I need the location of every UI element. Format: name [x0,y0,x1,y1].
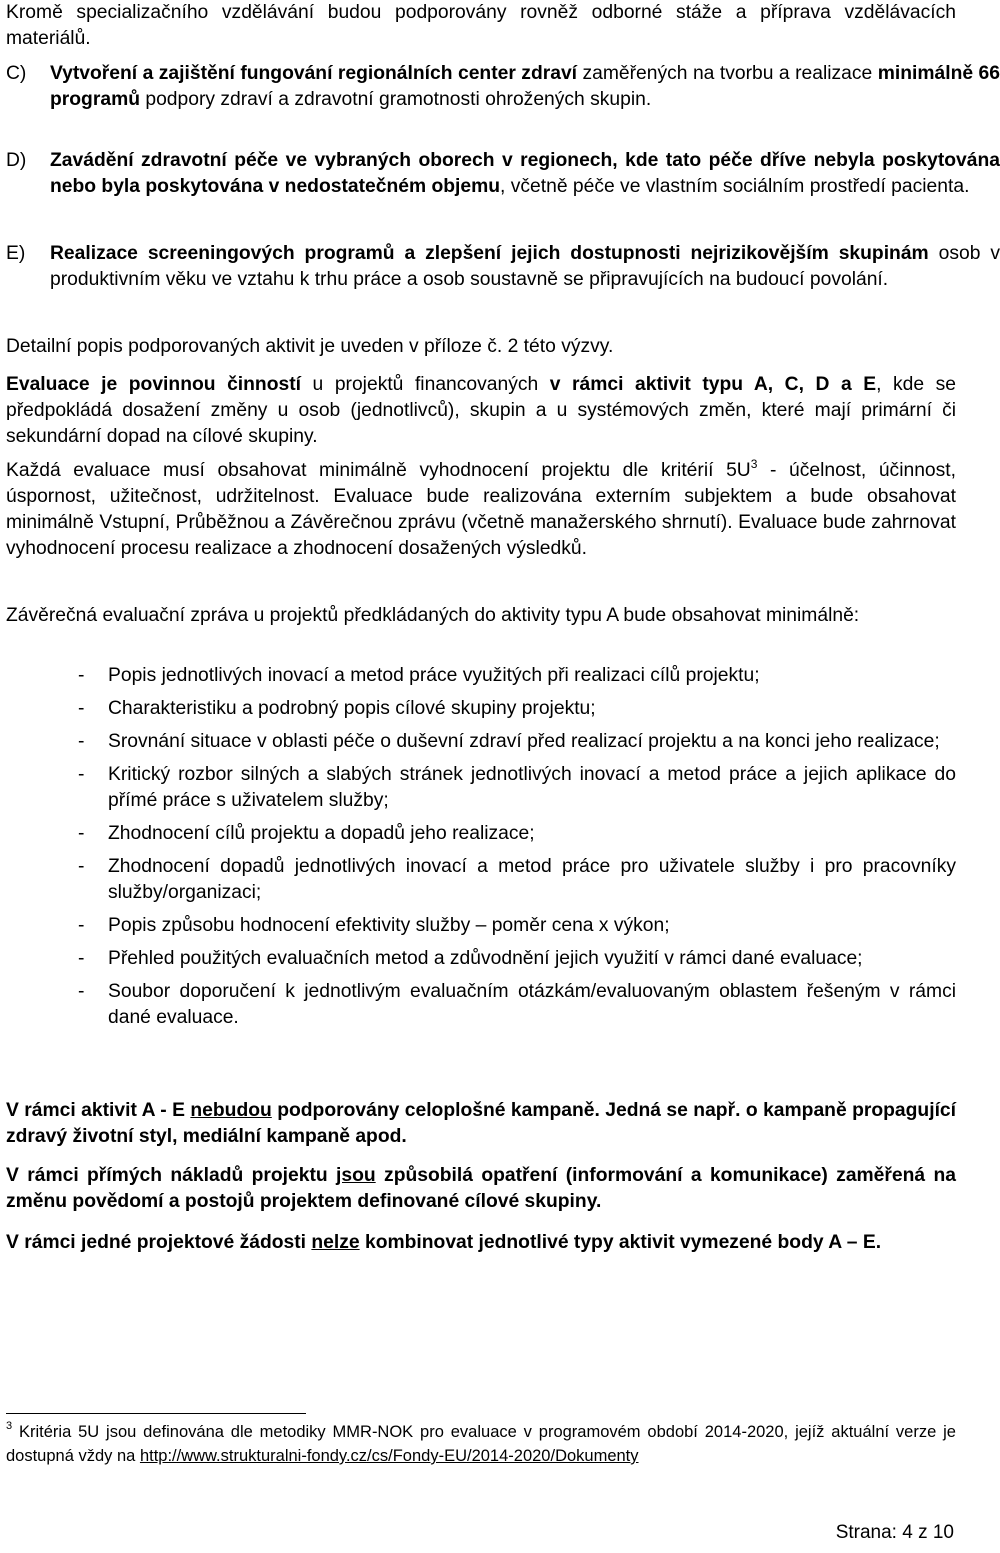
campaigns-text2: podporovány celoplošné kampaně. Jedná se např. o kampaně propagující zdravý životní styl, mediální kampaně apod. [6,1100,957,1147]
list-dash: - [78,823,85,844]
report-list-item [6,913,956,939]
report-list-item [6,946,956,972]
single-app-text1: V rámci jedné projektové žádosti [6,1232,312,1253]
item-d-bold: Zavádění zdravotní péče ve vybraných oborech v regionech, kde tato péče dříve nebyla poskytována nebo byla poskytována v nedostatečném objemu [50,150,1000,197]
footnote-divider [6,1413,306,1414]
footnote-text: Kritéria 5U jsou definována dle metodiky MMR-NOK pro evaluace v programovém období 2014-2020, jejíž aktuální verze je dostupná vždy na [6,1423,956,1465]
list-dash: - [78,915,85,936]
item-c-text2: podpory zdraví a zdravotní gramotnosti ohrožených skupin. [140,89,652,110]
final-report-text: Závěrečná evaluační zpráva u projektů předkládaných do aktivity typu A bude obsahovat minimálně: [6,605,860,626]
intro-paragraph [6,0,956,52]
report-list-item [6,762,956,814]
page-number: Strana: 4 z 10 [835,1522,954,1543]
evaluation-text2: , kde se předpokládá dosažení změny u osob (jednotlivců), skupin a u systémových změn, které mají primární či sekundární dopad na cílové skupiny. [6,374,957,447]
direct-costs-text1: V rámci přímých nákladů projektu [6,1165,337,1186]
each-evaluation-paragraph [6,458,956,562]
campaigns-text1: V rámci aktivit A - E [6,1100,191,1121]
each-eval-text2: - účelnost, účinnost, úspornost, užitečnost, udržitelnost. Evaluace bude realizována externím subjektem a bude obsahovat minimálně Vstupní, Průběžnou a Závěrečnou zprávu (včetně manažerského shrnutí). Evaluace bude zahrnovat vyhodnocení procesu realizace a zhodnocení dosažených výsledků. [6,460,956,559]
report-list-item-text: Kritický rozbor silných a slabých stránek jednotlivých inovací a metod práce a jejich aplikace do přímé práce s uživatelem služby; [108,764,956,811]
report-list-item [6,729,956,755]
direct-costs-text2: způsobilá opatření (informování a komunikace) zaměřená na změnu povědomí a postojů projektem definované cílové skupiny. [6,1165,956,1212]
item-c-label: C) [6,63,27,84]
list-dash: - [78,764,85,785]
report-list-item [6,821,956,847]
item-d-text1: , včetně péče ve vlastním sociálním prostředí pacienta. [500,176,970,197]
report-list-item-text: Charakteristiku a podrobný popis cílové skupiny projektu; [108,698,596,719]
evaluation-bold2: v rámci aktivit typu A, C, D a E [549,374,877,395]
item-c [6,61,1000,113]
single-application-paragraph [6,1230,956,1256]
report-list-item-text: Zhodnocení cílů projektu a dopadů jeho realizace; [108,823,535,844]
direct-costs-underlined: jsou [336,1165,376,1186]
footnote-number: 3 [6,1420,13,1432]
report-list-item-text: Soubor doporučení k jednotlivým evaluačním otázkám/evaluovaným oblastem řešeným v rámci dané evaluace. [108,981,956,1028]
single-app-underlined: nelze [311,1232,360,1253]
evaluation-bold1: Evaluace je povinnou činností [6,374,301,395]
detail-paragraph [6,334,956,360]
each-eval-text1: Každá evaluace musí obsahovat minimálně vyhodnocení projektu dle kritérií 5U [6,460,751,481]
direct-costs-paragraph [6,1163,956,1215]
campaigns-underlined: nebudou [190,1100,272,1121]
single-app-text2: kombinovat jednotlivé typy aktivit vymezené body A – E. [359,1232,882,1253]
evaluation-text1: u projektů financovaných [301,374,550,395]
intro-text: Kromě specializačního vzdělávání budou podporovány rovněž odborné stáže a příprava vzdělávacích materiálů. [6,2,956,49]
list-dash: - [78,731,85,752]
final-report-paragraph [6,603,956,629]
report-list-item-text: Zhodnocení dopadů jednotlivých inovací a metod práce pro uživatele služby i pro pracovníky služby/organizaci; [108,856,956,903]
report-list-item [6,696,956,722]
list-dash: - [78,665,85,686]
list-dash: - [78,981,85,1002]
report-list-item-text: Popis způsobu hodnocení efektivity služby – poměr cena x výkon; [108,915,670,936]
report-list-item-text: Srovnání situace v oblasti péče o duševní zdraví před realizací projektu a na konci jeho realizace; [108,731,940,752]
item-c-text1: zaměřených na tvorbu a realizace [577,63,878,84]
report-list-item [6,663,956,689]
item-c-bold: Vytvoření a zajištění fungování regionálních center zdraví [50,63,578,84]
item-c-bold2: minimálně 66 programů [50,63,1000,110]
campaigns-paragraph [6,1098,956,1150]
list-dash: - [78,948,85,969]
report-list-item-text: Přehled použitých evaluačních metod a zdůvodnění jejich využití v rámci dané evaluace; [108,948,863,969]
report-items-list [6,663,956,1031]
list-dash: - [78,856,85,877]
footnote-ref: 3 [750,457,758,471]
item-e-bold: Realizace screeningových programů a zlepšení jejich dostupnosti nejrizikovějším skupinám [50,243,929,264]
footnote [6,1420,956,1468]
report-list-item-text: Popis jednotlivých inovací a metod práce využitých při realizaci cílů projektu; [108,665,760,686]
item-e [6,241,1000,293]
item-d-label: D) [6,150,27,171]
item-e-text1: osob v produktivním věku ve vztahu k trhu práce a osob soustavně se připravujících na budoucí povolání. [50,243,1000,290]
item-d [6,148,1000,200]
item-e-label: E) [6,243,26,264]
list-dash: - [78,698,85,719]
footnote-link[interactable]: http://www.strukturalni-fondy.cz/cs/Fondy-EU/2014-2020/Dokumenty [139,1447,639,1465]
detail-text: Detailní popis podporovaných aktivit je uveden v příloze č. 2 této výzvy. [6,336,614,357]
evaluation-paragraph [6,372,956,450]
report-list-item [6,979,956,1031]
report-list-item [6,854,956,906]
